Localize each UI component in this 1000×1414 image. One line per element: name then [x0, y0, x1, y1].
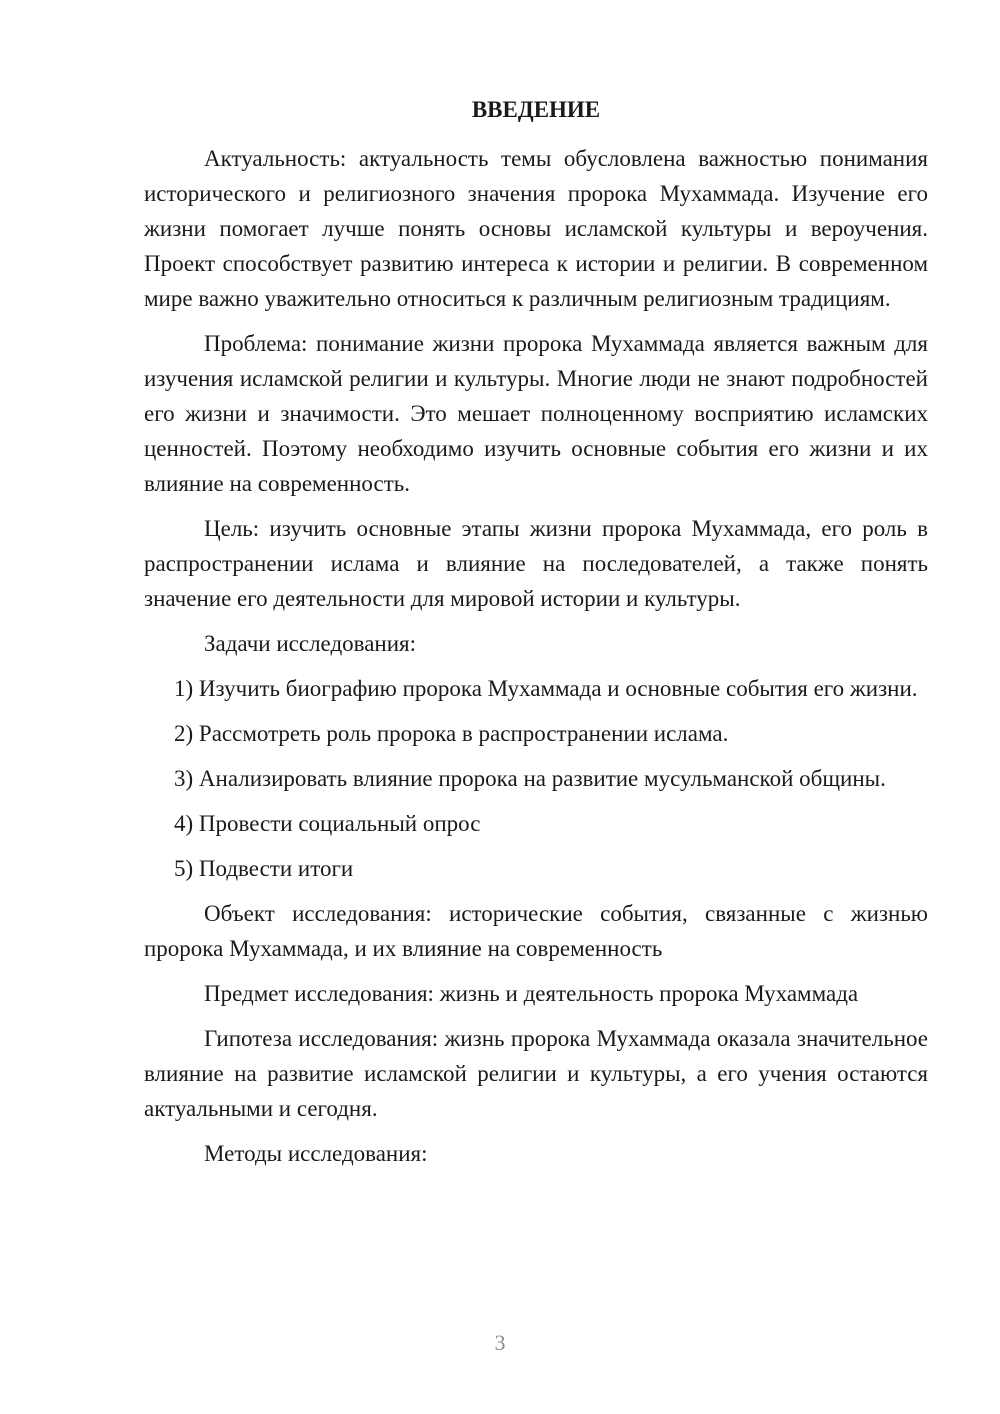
task-item-1: 1) Изучить биографию пророка Мухаммада и основные события его жизни.	[174, 676, 918, 701]
hypothesis-paragraph: Гипотеза исследования: жизнь пророка Мухаммада оказала значительное влияние на развитие исламской религии и культуры, а его учения остаются актуальными и сегодня.	[144, 1026, 928, 1121]
task-item-3: 3) Анализировать влияние пророка на развитие мусульманской общины.	[174, 766, 886, 791]
relevance-paragraph: Актуальность: актуальность темы обусловлена важностью понимания исторического и религиозного значения пророка Мухаммада. Изучение его жизни помогает лучше понять основы исламской культуры и вероучения. Проект способствует развитию интереса к истории и религии. В современном мире важно уважительно относиться к различным религиозным традициям.	[144, 146, 928, 311]
page-number: 3	[494, 1330, 506, 1355]
task-item-4: 4) Провести социальный опрос	[174, 811, 481, 836]
methods-heading: Методы исследования:	[204, 1141, 428, 1166]
object-paragraph: Объект исследования: исторические события, связанные с жизнью пророка Мухаммада, и их влияние на современность	[144, 901, 928, 961]
task-item-2: 2) Рассмотреть роль пророка в распространении ислама.	[174, 721, 729, 746]
page-content	[144, 92, 928, 1181]
goal-paragraph: Цель: изучить основные этапы жизни пророка Мухаммада, его роль в распространении ислама и влияние на последователей, а также понять значение его деятельности для мировой истории и культуры.	[144, 516, 928, 611]
tasks-heading: Задачи исследования:	[204, 631, 417, 656]
task-item-5: 5) Подвести итоги	[174, 856, 354, 881]
problem-paragraph: Проблема: понимание жизни пророка Мухаммада является важным для изучения исламской религии и культуры. Многие люди не знают подробностей его жизни и значимости. Это мешает полноценному восприятию исламских ценностей. Поэтому необходимо изучить основные события его жизни и их влияние на современность.	[144, 331, 928, 496]
section-title: ВВЕДЕНИЕ	[471, 97, 601, 122]
subject-paragraph: Предмет исследования: жизнь и деятельность пророка Мухаммада	[204, 981, 859, 1006]
